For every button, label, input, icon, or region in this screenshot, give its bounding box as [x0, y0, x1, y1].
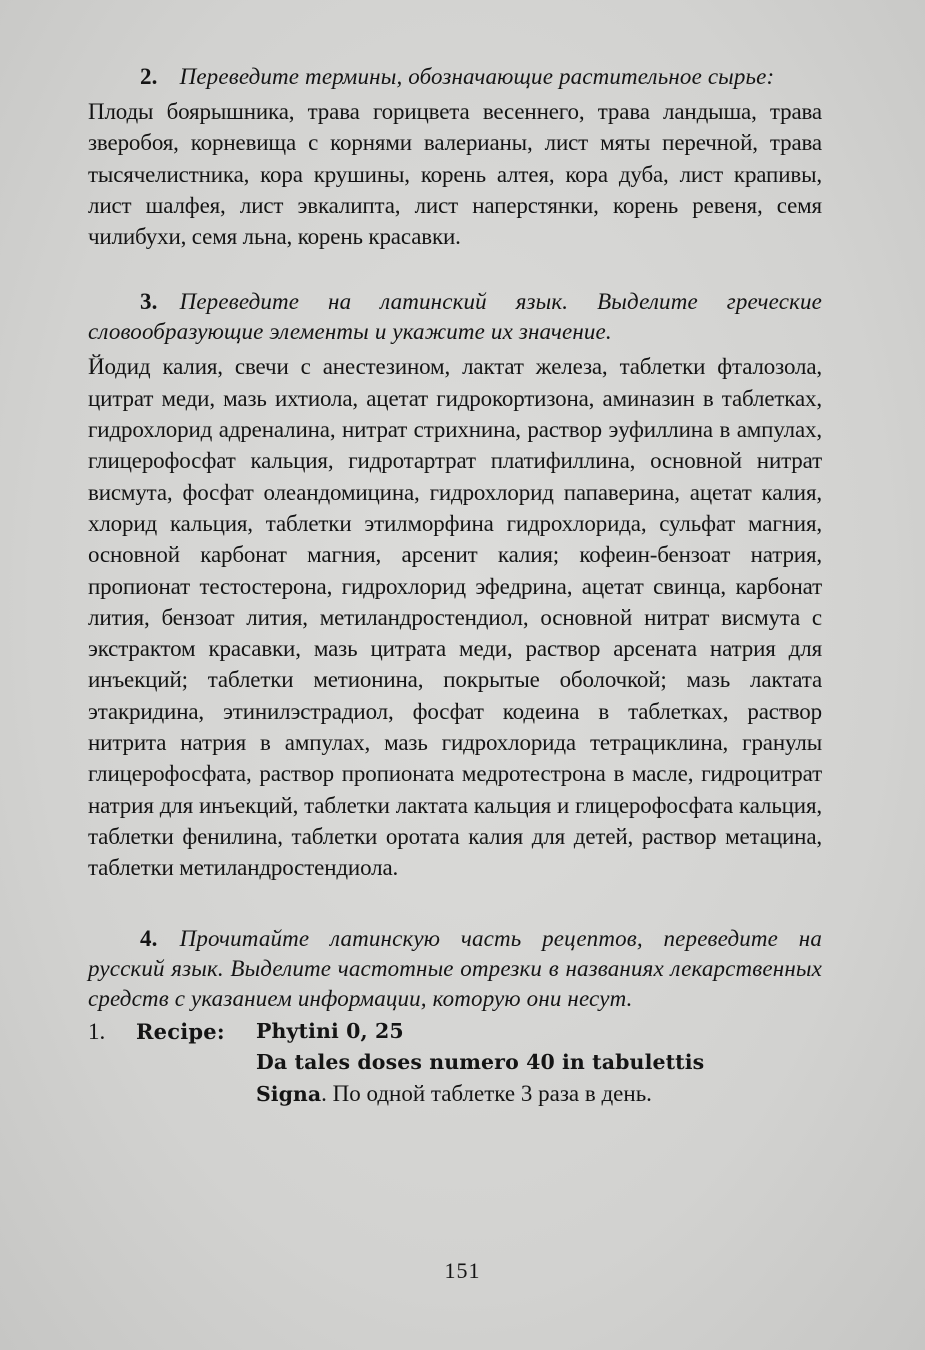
exercise-number: 2.	[140, 64, 158, 89]
exercise-3-body: Йодид калия, свечи с анестезином, лактат железа, таблетки фталозола, цитрат меди, мазь ихтиола, ацетат гидрокортизона, аминазин в таблетках, гидрохлорид адреналина, нитрат стрихнина, раствор эуфиллина в ампулах, глицерофосфат кальция, гидротартрат платифиллина, основной нитрат висмута, фосфат олеандомицина, гидрохлорид папаверина, ацетат калия, хлорид кальция, таблетки этилморфина гидрохлорида, сульфат магния, основной карбонат магния, арсенит калия; кофеин-бензоат натрия, пропионат тестостерона, гидрохлорид эфедрина, ацетат свинца, карбонат лития, бензоат лития, метиландростендиол, основной нитрат висмута с экстрактом красавки, мазь цитрата меди, раствор арсената натрия для инъекций; таблетки метионина, покрытые оболочкой; мазь лактата этакридина, этинилэстрадиол, фосфат кодеина в таблетках, раствор нитрита натрия в ампулах, мазь гидрохлорида тетрациклина, гранулы глицерофосфата, раствор пропионата медротестрона в масле, гидроцитрат натрия для инъекций, таблетки лактата кальция и глицерофосфата кальция, таблетки фенилина, таблетки оротата калия для детей, раствор метацина, таблетки метиландростендиола.	[88, 354, 822, 881]
signa-word: Signa	[256, 1081, 322, 1106]
signa-text: . По одной таблетке 3 раза в день.	[321, 1080, 652, 1106]
recipe-ingredient: Phytini 0, 25	[256, 1018, 404, 1043]
exercise-instruction: Прочитайте латинскую часть рецептов, переведите на русский язык. Выделите частотные отрезки в названиях лекарственных средств с указанием информации, которую они несут.	[88, 925, 822, 1011]
exercise-3-task	[88, 287, 822, 347]
exercise-instruction: Переведите на латинский язык. Выделите греческие словообразующие элементы и укажите их значение.	[88, 289, 822, 345]
exercise-number: 3.	[140, 289, 158, 315]
exercise-3	[88, 287, 822, 883]
page-number: 151	[444, 1258, 481, 1283]
recipe-number: 1.	[88, 1018, 106, 1044]
exercise-number: 4.	[140, 925, 158, 951]
recipe-label: Recipe:	[136, 1018, 225, 1044]
exercise-2-body: Плоды боярышника, трава горицвета весеннего, трава ландыша, трава зверобоя, корневища с корнями валерианы, лист мяты перечной, трава тысячелистника, кора крушины, корень алтея, кора дуба, лист крапивы, лист шалфея, лист эвкалипта, лист наперстянки, корень ревеня, семя чилибухи, семя льна, корень красавки.	[88, 99, 822, 250]
exercise-instruction: Переведите термины, обозначающие растительное сырье:	[179, 64, 775, 89]
exercise-2	[88, 62, 822, 252]
exercise-2-task	[88, 62, 822, 92]
recipe-dose-instruction: Da tales doses numero 40 in tabulettis	[256, 1049, 705, 1074]
recipe-signa	[256, 1078, 822, 1110]
recipe-lines	[256, 1016, 822, 1110]
exercise-4	[88, 924, 822, 1110]
page-content	[88, 62, 822, 1110]
recipe-1	[88, 1016, 822, 1110]
exercise-4-task	[88, 924, 822, 1014]
